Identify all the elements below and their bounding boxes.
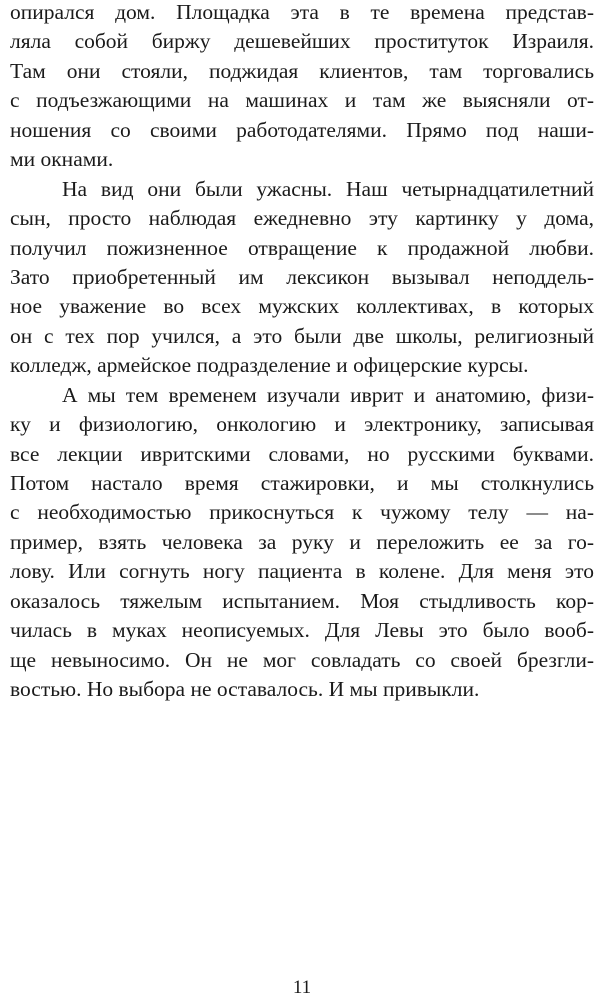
text-line: пример, взять человека за руку и переложить ее за го-	[10, 529, 594, 554]
paragraph-3	[10, 381, 594, 705]
text-line: он с тех пор учился, а это были две школы, религиозный	[10, 323, 594, 348]
text-line: чилась в муках неописуемых. Для Левы это было вооб-	[10, 618, 594, 643]
paragraph-2	[10, 175, 594, 381]
text-line: ми окнами.	[10, 147, 114, 172]
text-line: А мы тем временем изучали иврит и анатомию, физи-	[62, 382, 594, 407]
text-line: На вид они были ужасны. Наш четырнадцатилетний	[62, 176, 594, 201]
text-line: Там они стояли, поджидая клиентов, там торговались	[10, 58, 594, 83]
text-line: с необходимостью прикоснуться к чужому телу — на-	[10, 500, 594, 525]
text-line: колледж, армейское подразделение и офицерские курсы.	[10, 353, 529, 378]
text-line: ще невыносимо. Он не мог совладать со своей брезгли-	[10, 647, 594, 672]
text-line: с подъезжающими на машинах и там же выясняли от-	[10, 88, 594, 113]
text-line: востью. Но выбора не оставалось. И мы привыкли.	[10, 677, 480, 702]
text-line: опирался дом. Площадка эта в те времена представ-	[10, 0, 594, 24]
text-line: лову. Или согнуть ногу пациента в колене. Для меня это	[10, 559, 594, 584]
body-text	[10, 0, 594, 705]
text-line: сын, просто наблюдая ежедневно эту картинку у дома,	[10, 206, 594, 231]
text-line: все лекции ивритскими словами, но русскими буквами.	[10, 441, 594, 466]
text-line: ношения со своими работодателями. Прямо под наши-	[10, 117, 594, 142]
page-number: 11	[292, 977, 312, 998]
text-line: Зато приобретенный им лексикон вызывал неподдель-	[10, 264, 594, 289]
paragraph-1	[10, 0, 594, 175]
text-line: получил пожизненное отвращение к продажной любви.	[10, 235, 594, 260]
text-line: Потом настало время стажировки, и мы столкнулись	[10, 471, 594, 495]
text-line: ку и физиологию, онкологию и электронику, записывая	[10, 412, 594, 437]
text-line: оказалось тяжелым испытанием. Моя стыдливость кор-	[10, 588, 594, 613]
text-line: ное уважение во всех мужских коллективах, в которых	[10, 294, 594, 319]
text-line: ляла собой биржу дешевейших проституток Израиля.	[10, 29, 594, 54]
